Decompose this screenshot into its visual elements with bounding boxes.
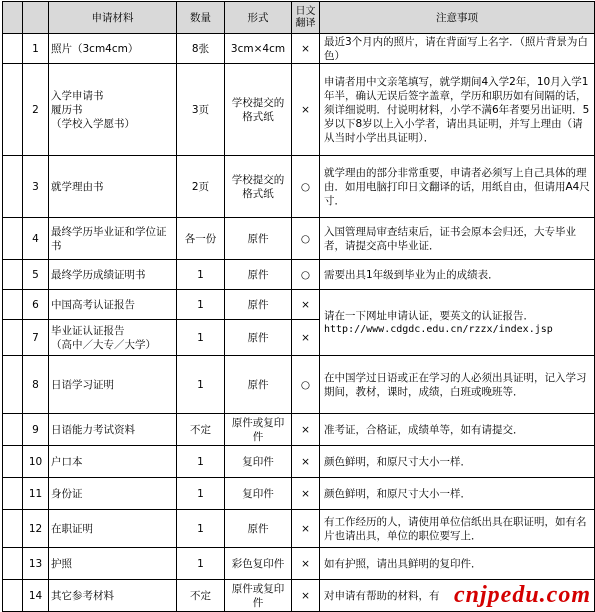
translate-cell: × [292, 320, 320, 356]
notes-cell [320, 290, 595, 356]
watermark-suffix: .com [539, 582, 591, 608]
notes-cell: 如有护照，请出具鲜明的复印件． [320, 548, 595, 580]
notes-cell: 对申请有帮助的材料，有 [320, 580, 595, 612]
form-cell: 原件或复印件 [225, 580, 292, 612]
row-number: 3 [23, 156, 49, 218]
table-row [3, 446, 595, 478]
quantity-cell: 2页 [177, 156, 225, 218]
quantity-cell: 1 [177, 356, 225, 414]
notes-header: 注意事项 [320, 2, 595, 34]
translate-cell: ○ [292, 260, 320, 290]
blank-cell [3, 260, 23, 290]
blank-cell [3, 64, 23, 156]
form-cell: 彩色复印件 [225, 548, 292, 580]
material-name: 入学申请书 履历书 （学校入学愿书） [49, 64, 177, 156]
blank-cell [3, 290, 23, 320]
notes-cell: 在中国学过日语或正在学习的人必须出具证明，记入学习期间，教材，课时，成绩，白班或晚班等． [320, 356, 595, 414]
no-header [23, 2, 49, 34]
blank-cell [3, 320, 23, 356]
translate-cell: × [292, 34, 320, 64]
table-row [3, 156, 595, 218]
quantity-cell: 1 [177, 320, 225, 356]
blank-header [3, 2, 23, 34]
form-cell: 复印件 [225, 446, 292, 478]
material-name: 日语学习证明 [49, 356, 177, 414]
blank-cell [3, 510, 23, 548]
row-number: 9 [23, 414, 49, 446]
form-cell: 3cm×4cm [225, 34, 292, 64]
row-number: 11 [23, 478, 49, 510]
material-name: 户口本 [49, 446, 177, 478]
notes-cell: 有工作经历的人，请使用单位信纸出具在职证明，如有名片也请出具，单位的职位要写上． [320, 510, 595, 548]
material-name: 最终学历成绩证明书 [49, 260, 177, 290]
material-name: 护照 [49, 548, 177, 580]
translate-cell: × [292, 446, 320, 478]
blank-cell [3, 356, 23, 414]
quantity-cell: 1 [177, 548, 225, 580]
quantity-cell: 8张 [177, 34, 225, 64]
notes-cell: 就学理由的部分非常重要，申请者必须写上自己具体的理由．如用电脑打印日文翻译的话，用纸自由，但请用A4尺寸． [320, 156, 595, 218]
material-name: 在职证明 [49, 510, 177, 548]
material-name: 毕业证认证报告 （高中／大专／大学） [49, 320, 177, 356]
material-name: 就学理由书 [49, 156, 177, 218]
quantity-cell: 不定 [177, 580, 225, 612]
form-cell: 复印件 [225, 478, 292, 510]
notes-cell: 准考证，合格证，成绩单等，如有请提交． [320, 414, 595, 446]
translate-cell: × [292, 510, 320, 548]
quantity-cell: 1 [177, 260, 225, 290]
materials-table [2, 1, 595, 612]
translate-cell: ○ [292, 356, 320, 414]
table-row [3, 356, 595, 414]
translate-cell: × [292, 478, 320, 510]
row-number: 7 [23, 320, 49, 356]
notes-cell: 申请者用中文亲笔填写，就学期间4入学2年，10月入学1年半，确认无误后签字盖章，学历和职历如有间隔的话，须详细说明．付说明材料，小学不满6年者要另出证明．5岁以下8岁以上入小学者，请出具证明，并写上理由（请从当时小学出具证明）． [320, 64, 595, 156]
row-number: 14 [23, 580, 49, 612]
form-cell: 学校提交的格式纸 [225, 64, 292, 156]
notes-cell: 最近3个月内的照片，请在背面写上名字．（照片背景为白色） [320, 34, 595, 64]
material-name: 身份证 [49, 478, 177, 510]
table-row [3, 510, 595, 548]
quantity-cell: 1 [177, 446, 225, 478]
table-row [3, 478, 595, 510]
form-cell: 原件 [225, 218, 292, 260]
table-row [3, 290, 595, 320]
notes-text: 请在一下网址申请认证，要英文的认证报告． [324, 309, 534, 322]
material-name: 最终学历毕业证和学位证书 [49, 218, 177, 260]
blank-cell [3, 156, 23, 218]
header-row [3, 2, 595, 34]
notes-cell: 颜色鲜明，和原尺寸大小一样． [320, 446, 595, 478]
blank-cell [3, 218, 23, 260]
blank-cell [3, 478, 23, 510]
quantity-cell: 1 [177, 290, 225, 320]
translate-cell: ○ [292, 156, 320, 218]
notes-cell: 需要出具1年级到毕业为止的成绩表． [320, 260, 595, 290]
row-number: 5 [23, 260, 49, 290]
translate-cell: × [292, 548, 320, 580]
quantity-cell: 1 [177, 478, 225, 510]
form-cell: 原件 [225, 290, 292, 320]
quantity-header: 数量 [177, 2, 225, 34]
row-number: 12 [23, 510, 49, 548]
watermark-logo: cnjpedu.com [454, 582, 591, 608]
material-header: 申请材料 [49, 2, 177, 34]
quantity-cell: 3页 [177, 64, 225, 156]
translate-cell: × [292, 290, 320, 320]
form-cell: 原件 [225, 356, 292, 414]
translate-header: 日文翻译 [292, 2, 320, 34]
material-name: 中国高考认证报告 [49, 290, 177, 320]
row-number: 13 [23, 548, 49, 580]
material-name: 日语能力考试资料 [49, 414, 177, 446]
blank-cell [3, 446, 23, 478]
table-row [3, 548, 595, 580]
row-number: 10 [23, 446, 49, 478]
blank-cell [3, 548, 23, 580]
form-cell: 原件 [225, 260, 292, 290]
form-cell: 原件或复印件 [225, 414, 292, 446]
translate-cell: ○ [292, 218, 320, 260]
table-row [3, 260, 595, 290]
quantity-cell: 1 [177, 510, 225, 548]
form-cell: 学校提交的格式纸 [225, 156, 292, 218]
form-cell: 原件 [225, 320, 292, 356]
blank-cell [3, 580, 23, 612]
blank-cell [3, 34, 23, 64]
row-number: 8 [23, 356, 49, 414]
row-number: 2 [23, 64, 49, 156]
certification-url-link[interactable]: http://www.cdgdc.edu.cn/rzzx/index.jsp [324, 323, 553, 335]
translate-cell: × [292, 64, 320, 156]
blank-cell [3, 414, 23, 446]
row-number: 6 [23, 290, 49, 320]
table-row [3, 34, 595, 64]
row-number: 1 [23, 34, 49, 64]
notes-cell: 入国管理局审查结束后，证书会原本会归还，大专毕业者，请提交高中毕业证． [320, 218, 595, 260]
form-cell: 原件 [225, 510, 292, 548]
notes-cell: 颜色鲜明，和原尺寸大小一样． [320, 478, 595, 510]
form-header: 形式 [225, 2, 292, 34]
translate-cell: × [292, 580, 320, 612]
row-number: 4 [23, 218, 49, 260]
material-name: 其它参考材料 [49, 580, 177, 612]
table-row [3, 414, 595, 446]
material-name: 照片（3cm4cm） [49, 34, 177, 64]
quantity-cell: 各一份 [177, 218, 225, 260]
table-row [3, 64, 595, 156]
table-row [3, 218, 595, 260]
translate-cell: × [292, 414, 320, 446]
quantity-cell: 不定 [177, 414, 225, 446]
